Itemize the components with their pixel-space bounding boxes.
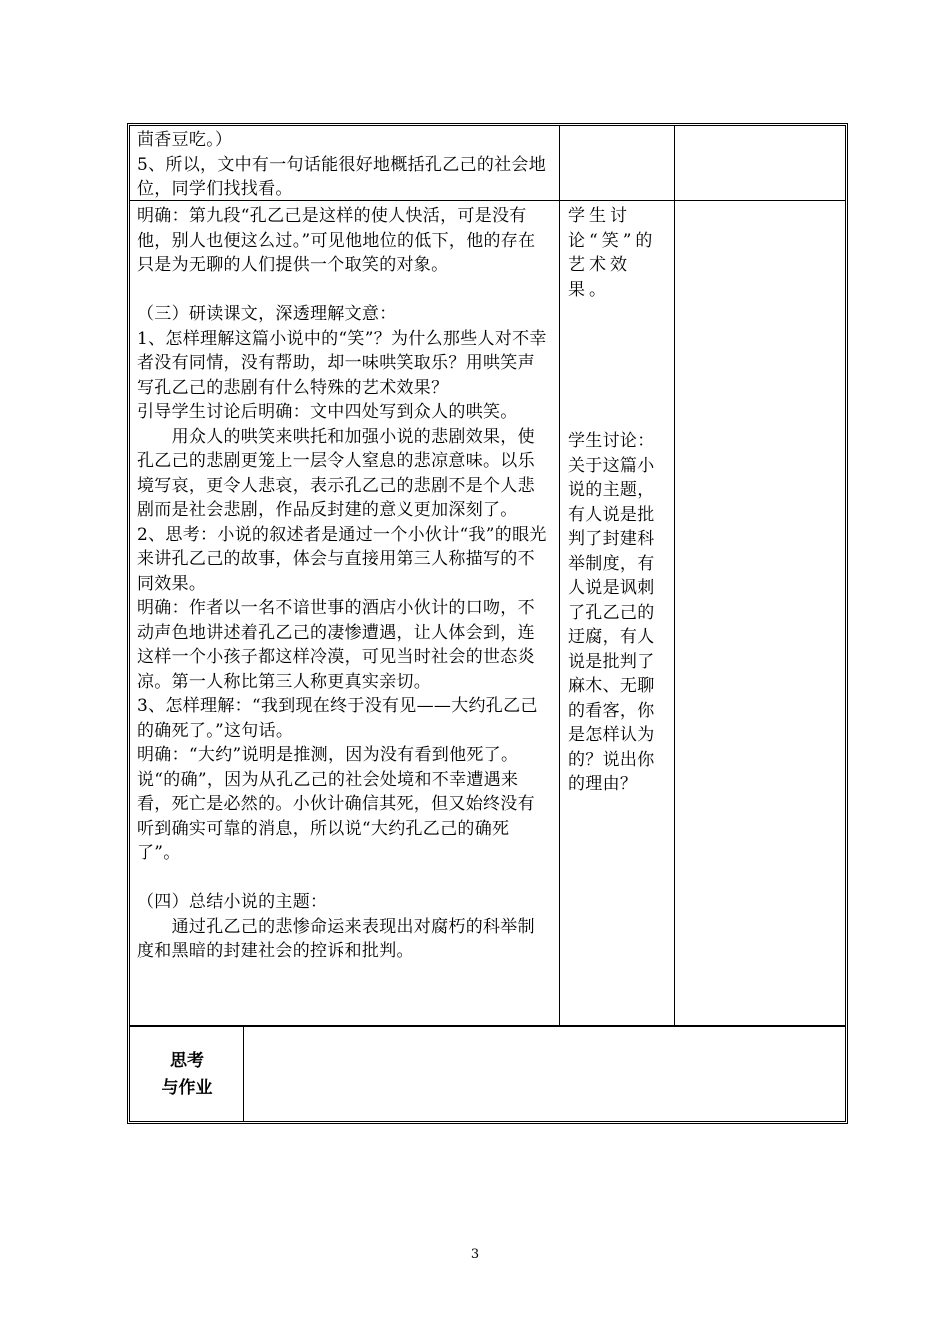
student-activity-2: 学生讨论：关于这篇小说的主题，有人说是批判了封建科举制度，有人说是讽刺了孔乙己的迂腐，有人说是批判了麻木、无聊的看客，你是怎样认为的？说出你的理由？ xyxy=(568,431,655,794)
student-activity-1: 学生讨论“笑”的艺术效果。 xyxy=(568,206,657,300)
column-divider-1 xyxy=(559,126,560,1026)
row1-main-text: 茴香豆吃。） 5、所以，文中有一句话能很好地概括孔乙己的社会地位，同学们找找看。 xyxy=(137,130,547,199)
column-divider-2 xyxy=(674,126,675,1026)
main-lesson-text: 明确：第九段“孔乙己是这样的使人快活，可是没有他，别人也便这么过。”可见他地位的低下，他的存在只是为无聊的人们提供一个取笑的对象。 （三）研读课文，深透理解文意： 1、怎样理解这篇小说中的“笑”？为什么那些人对不幸者没有同情，没有帮助，却一味哄笑取乐？用哄笑声写孔乙己的悲剧有什么特殊的艺术效果？ 引导学生讨论后明确：文中四处写到众人的哄笑。 用众人的哄笑来哄托和加强小说的悲剧效果，使孔乙己的悲剧更笼上一层令人窒息的悲凉意味。以乐境写哀，更令人悲哀，表示孔乙己的悲剧不是个人悲剧而是社会悲剧，作品反封建的意义更加深刻了。 2、思考：小说的叙述者是通过一个小伙计“我”的眼光来讲孔乙己的故事，体会与直接用第三人称描写的不同效果。 明确：作者以一名不谙世事的酒店小伙计的口吻，不动声色地讲述着孔乙己的凄惨遭遇，让人体会到，连这样一个小孩子都这样冷漠，可见当时社会的世态炎凉。第一人称比第三人称更真实亲切。 3、怎样理解：“我到现在终于没有见——大约孔乙己的确死了。”这句话。 明确：“大约”说明是推测，因为没有看到他死了。说“的确”，因为从孔乙己的社会处境和不幸遭遇来看，死亡是必然的。小伙计确信其死，但又始终没有听到确实可靠的消息，所以说“大约孔乙己的确死了”。 （四）总结小说的主题： 通过孔乙己的悲惨命运来表现出对腐朽的科举制度和黑暗的封建社会的控诉和批判。 xyxy=(137,206,547,961)
page-number: 3 xyxy=(470,1247,480,1262)
homework-divider xyxy=(243,1027,244,1121)
row-divider-2 xyxy=(130,1025,845,1027)
homework-label: 思考 与作业 xyxy=(161,1051,213,1098)
